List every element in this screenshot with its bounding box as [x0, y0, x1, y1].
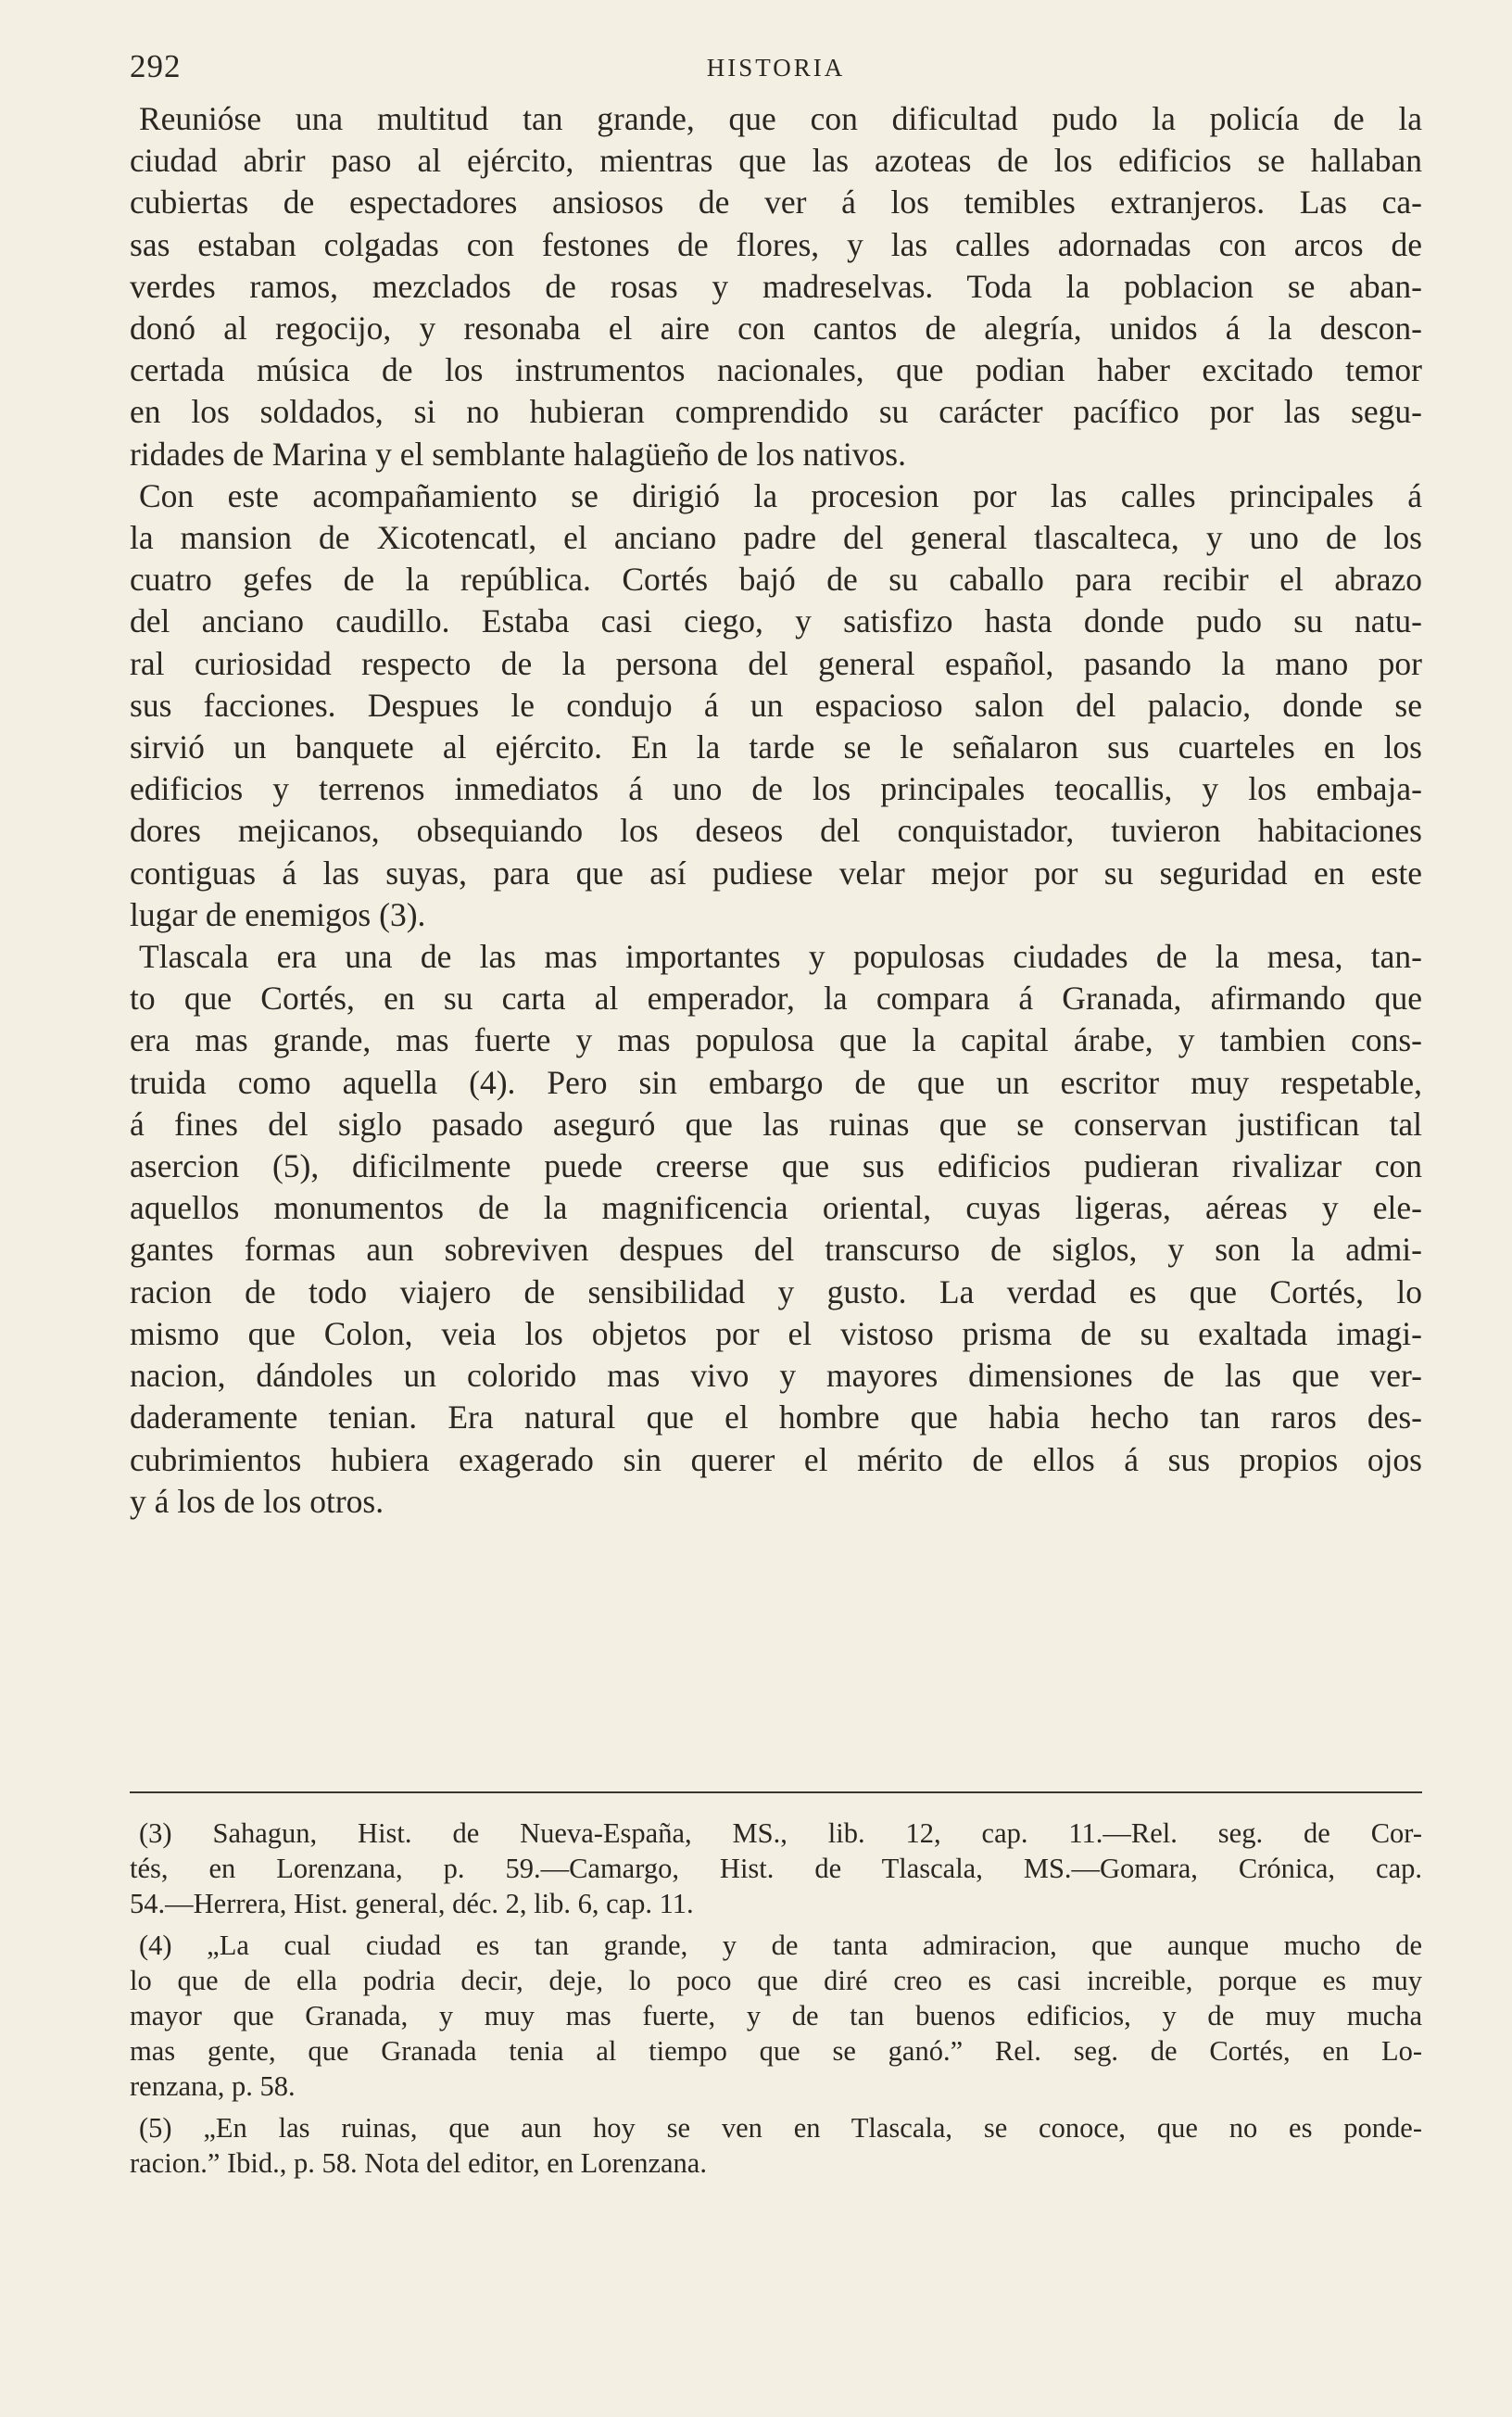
- footnote-line: renzana, p. 58.: [130, 2069, 296, 2102]
- text-line: cubiertas de espectadores ansiosos de ver á los temibles extranjeros. Las ca-: [130, 183, 1422, 221]
- text-line: verdes ramos, mezclados de rosas y madreselvas. Toda la poblacion se aban-: [130, 267, 1422, 305]
- text-line: Tlascala era una de las mas importantes y populosas ciudades de la mesa, tan-: [139, 938, 1422, 976]
- text-line: edificios y terrenos inmediatos á uno de los principales teocallis, y los embaja-: [130, 770, 1422, 808]
- text-line: aquellos monumentos de la magnificencia oriental, cuyas ligeras, aéreas y ele-: [130, 1189, 1422, 1227]
- text-line: to que Cortés, en su carta al emperador, la compara á Granada, afirmando que: [130, 980, 1422, 1018]
- footnotes: [130, 1816, 1422, 2189]
- text-line: ciudad abrir paso al ejército, mientras que las azoteas de los edificios se hallaban: [130, 142, 1422, 180]
- footnote-divider: [130, 1791, 1422, 1793]
- text-line: asercion (5), dificilmente puede creerse que sus edificios pudieran rivalizar con: [130, 1147, 1422, 1185]
- text-line: dores mejicanos, obsequiando los deseos del conquistador, tuvieron habitaciones: [130, 812, 1422, 850]
- text-line: nacion, dándoles un colorido mas vivo y mayores dimensiones de las que ver-: [130, 1357, 1422, 1395]
- page-number: 292: [130, 48, 182, 84]
- text-line: daderamente tenian. Era natural que el hombre que habia hecho tan raros des-: [130, 1398, 1422, 1436]
- body-text: [130, 98, 1422, 1523]
- text-line: contiguas á las suyas, para que así pudiese velar mejor por su seguridad en este: [130, 854, 1422, 892]
- footnote-line: lo que de ella podria decir, deje, lo poco que diré creo es casi increible, porque es muy: [130, 1965, 1422, 1997]
- text-line: á fines del siglo pasado aseguró que las ruinas que se conservan justifican tal: [130, 1105, 1422, 1143]
- text-line: certada música de los instrumentos nacionales, que podian haber excitado temor: [130, 351, 1422, 389]
- text-line: la mansion de Xicotencatl, el anciano padre del general tlascalteca, y uno de los: [130, 519, 1422, 557]
- footnote: [130, 1816, 1422, 1921]
- footnote-line: mas gente, que Granada tenia al tiempo que se ganó.” Rel. seg. de Cortés, en Lo-: [130, 2034, 1422, 2067]
- text-line: truida como aquella (4). Pero sin embargo de que un escritor muy respetable,: [130, 1063, 1422, 1101]
- footnote-line: (4) „La cual ciudad es tan grande, y de tanta admiracion, que aunque mucho de: [139, 1930, 1422, 1962]
- text-line: lugar de enemigos (3).: [130, 895, 426, 933]
- text-line: cubrimientos hubiera exagerado sin querer el mérito de ellos á sus propios ojos: [130, 1440, 1422, 1478]
- text-line: Con este acompañamiento se dirigió la procesion por las calles principales á: [139, 476, 1422, 514]
- text-line: racion de todo viajero de sensibilidad y gusto. La verdad es que Cortés, lo: [130, 1272, 1422, 1310]
- footnote-line: 54.—Herrera, Hist. general, déc. 2, lib. 6, cap. 11.: [130, 1887, 694, 1919]
- text-line: sas estaban colgadas con festones de flores, y las calles adornadas con arcos de: [130, 225, 1422, 263]
- text-line: Reunióse una multitud tan grande, que con dificultad pudo la policía de la: [139, 100, 1422, 137]
- footnote-line: racion.” Ibid., p. 58. Nota del editor, en Lorenzana.: [130, 2147, 707, 2180]
- text-line: donó al regocijo, y resonaba el aire con cantos de alegría, unidos á la descon-: [130, 310, 1422, 348]
- text-line: ral curiosidad respecto de la persona del general español, pasando la mano por: [130, 644, 1422, 682]
- paragraph: [130, 475, 1422, 936]
- text-line: en los soldados, si no hubieran comprendido su carácter pacífico por las segu-: [130, 393, 1422, 431]
- text-line: ridades de Marina y el semblante halagüeño de los nativos.: [130, 435, 906, 473]
- footnote: [130, 1929, 1422, 2104]
- footnote-line: (3) Sahagun, Hist. de Nueva-España, MS., lib. 12, cap. 11.—Rel. seg. de Cor-: [139, 1817, 1422, 1849]
- text-line: y á los de los otros.: [130, 1482, 384, 1520]
- footnote-line: tés, en Lorenzana, p. 59.—Camargo, Hist. de Tlascala, MS.—Gomara, Crónica, cap.: [130, 1852, 1422, 1884]
- paragraph: [130, 98, 1422, 475]
- text-line: era mas grande, mas fuerte y mas populosa que la capital árabe, y tambien cons-: [130, 1021, 1422, 1059]
- paragraph: [130, 936, 1422, 1523]
- text-line: sirvió un banquete al ejército. En la tarde se le señalaron sus cuarteles en los: [130, 728, 1422, 766]
- footnote: [130, 2111, 1422, 2182]
- text-line: sus facciones. Despues le condujo á un espacioso salon del palacio, donde se: [130, 686, 1422, 724]
- footnote-line: (5) „En las ruinas, que aun hoy se ven en Tlascala, se conoce, que no es ponde-: [139, 2112, 1422, 2145]
- page-header: [130, 48, 1422, 85]
- footnote-line: mayor que Granada, y muy mas fuerte, y de tan buenos edificios, y de muy mucha: [130, 1999, 1422, 2031]
- text-line: mismo que Colon, veia los objetos por el vistoso prisma de su exaltada imagi-: [130, 1314, 1422, 1352]
- running-head: HISTORIA: [706, 54, 846, 82]
- text-line: gantes formas aun sobreviven despues del transcurso de siglos, y son la admi-: [130, 1231, 1422, 1269]
- text-line: del anciano caudillo. Estaba casi ciego, y satisfizo hasta donde pudo su natu-: [130, 602, 1422, 640]
- text-line: cuatro gefes de la república. Cortés bajó de su caballo para recibir el abrazo: [130, 561, 1422, 599]
